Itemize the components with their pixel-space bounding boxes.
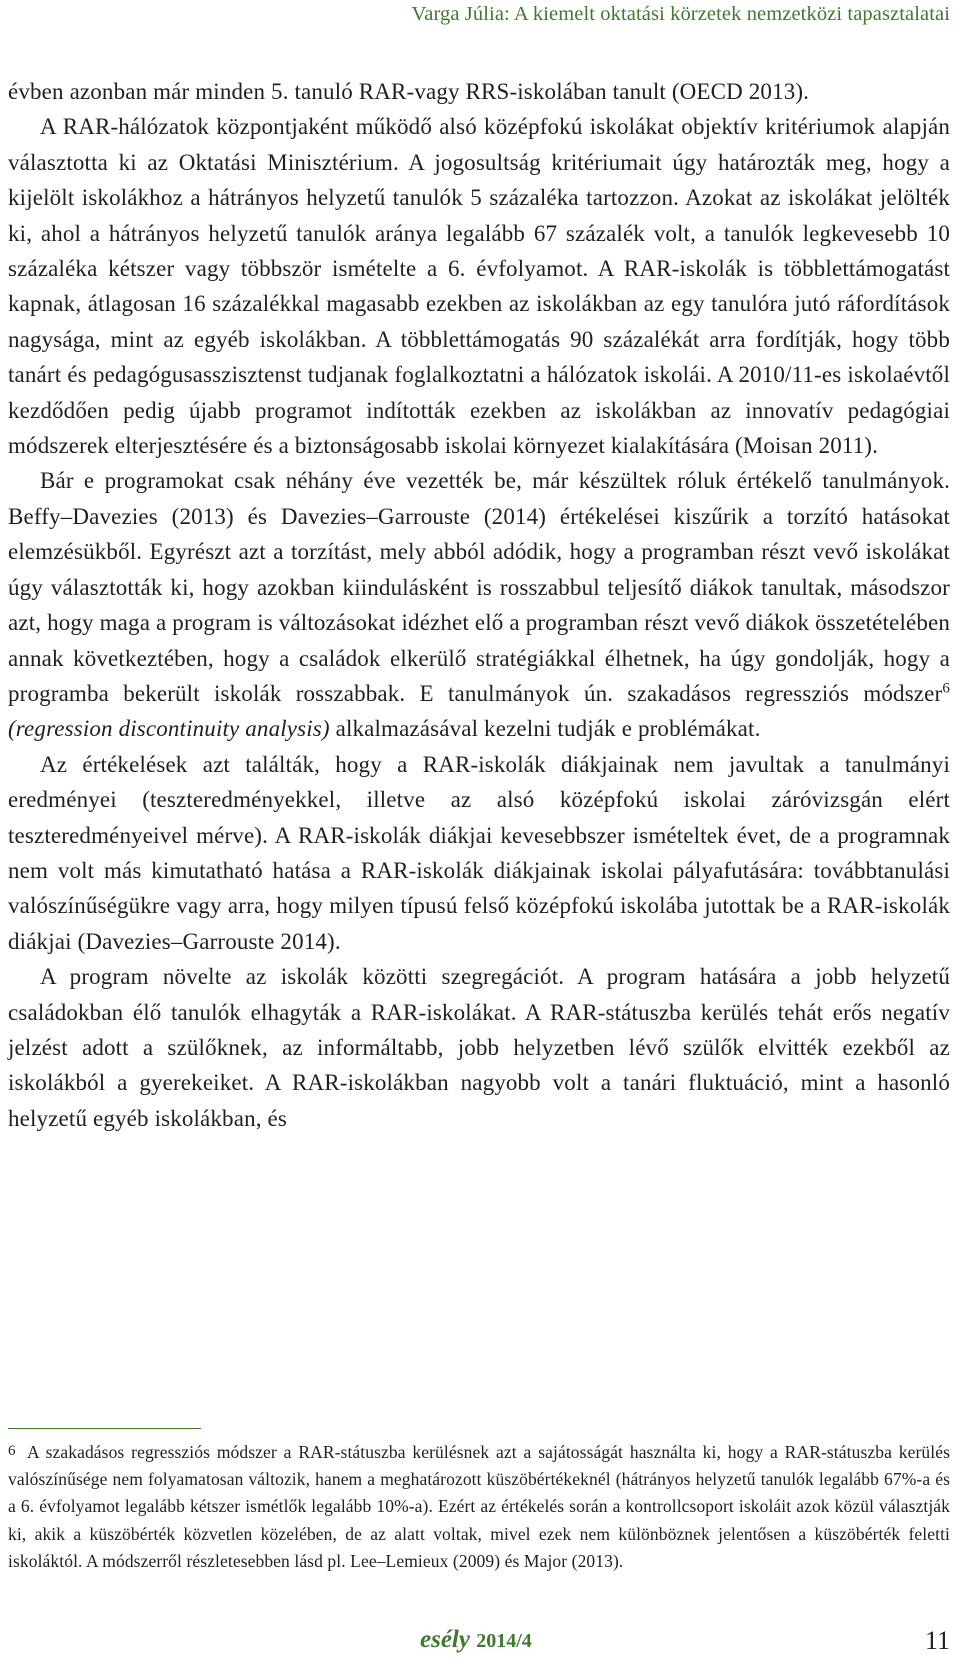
- journal-title: esély: [420, 1626, 470, 1653]
- footnote-divider: [8, 1428, 201, 1429]
- paragraph-2: A RAR-hálózatok központjaként működő alsó középfokú iskolákat objektív kritériumok alapján választotta ki az Oktatási Minisztérium. A jogosultság kritériumait úgy határozták meg, hogy a kijelölt iskolákhoz a hátrányos helyzetű tanulók 5 százaléka tartozzon. Azokat az iskolákat jelölték ki, ahol a hátrányos helyzetű tanulók aránya legalább 67 százalék volt, a tanulók legkevesebb 10 százaléka kétszer vagy többször ismételte a 6. évfolyamot. A RAR-iskolák is többlettámogatást kapnak, átlagosan 16 százalékkal magasabb ezekben az iskolákban az egy tanulóra jutó ráfordítások nagysága, mint az egyéb iskolákban. A többlettámogatás 90 százalékát arra fordítják, hogy több tanárt és pedagógusasszisztenst tudjanak foglalkoztatni a hálózatok iskolái. A 2010/11-es iskolaévtől kezdődően pedig újabb programot indították ezekben az iskolákban az innovatív pedagógiai módszerek elterjesztésére és a biztonságosabb iskolai környezet kialakítására (Moisan 2011).: [8, 114, 950, 459]
- paragraph-3-italic: (regression discontinuity analysis): [8, 716, 330, 742]
- footnote-text: A szakadásos regressziós módszer a RAR-státuszba kerülésnek azt a sajátosságát használta ki, hogy a RAR-státuszba kerülés valószínűsége nem folyamatosan változik, hanem a meghatározott küszöbértékeknél (hátrányos helyzetű tanulók legalább 67%-a és a 6. évfolyamot legalább kétszer ismétlők legalább 10%-a). Ezért az értékelés során a kontrollcsoport iskoláit azok közül választják ki, akik a küszöbérték közvetlen közelében, de az alatt voltak, mivel ezek nem különböznek jelentősen a küszöbérték feletti iskoláktól. A módszerről részletesebben lásd pl. Lee–Lemieux (2009) és Major (2013).: [8, 1442, 950, 1571]
- paragraph-5: A program növelte az iskolák közötti szegregációt. A program hatására a jobb helyzetű családokban élő tanulók elhagyták a RAR-iskolákat. A RAR-státuszba kerülés tehát erős negatív jelzést adott a szülőknek, az informáltabb, jobb helyzetben lévő szülők elvitték ezekből az iskolákból a gyerekeiket. A RAR-iskolákban nagyobb volt a tanári fluktuáció, mint a hasonló helyzetű egyéb iskolákban, és: [8, 964, 950, 1131]
- running-title: Varga Júlia: A kiemelt oktatási körzetek nemzetközi tapasztalatai: [411, 3, 950, 25]
- paragraph-3-text-end: alkalmazásával kezelni tudják e problémákat.: [329, 716, 761, 742]
- paragraph-4: Az értékelések azt találták, hogy a RAR-iskolák diákjainak nem javultak a tanulmányi eredményei (teszteredményekkel, illetve az alsó középfokú iskolai záróvizsgán elért teszteredményeivel mérve). A RAR-iskolák diákjai kevesebbszer ismételtek évet, de a programnak nem volt más kimutatható hatása a RAR-iskolák diákjainak iskolai pályafutására: továbbtanulási valószínűségükre vagy arra, hogy milyen típusú felső középfokú iskolába jutottak be a RAR-iskolák diákjai (Davezies–Garrouste 2014).: [8, 751, 950, 954]
- journal-name: [420, 1626, 532, 1654]
- journal-issue: 2014/4: [476, 1630, 532, 1652]
- paragraph-3-text: Bár e programokat csak néhány éve vezették be, már készültek róluk értékelő tanulmányok. Beffy–Davezies (2013) és Davezies–Garrouste (2014) értékelései kiszűrik a torzító hatásokat elemzésükből. Egyrészt azt a torzítást, mely abból adódik, hogy a programban részt vevő iskolákat úgy választották ki, hogy azokban kiindulásként is rosszabbul teljesítő diákok tanultak, másodszor azt, hogy maga a program is változásokat idézhet elő a programban részt vevő diákok összetételében annak következtében, hogy a családok elkerülő stratégiákkal élhetnek, ha úgy gondolják, hogy a programba bekerült iskolák rosszabbak. E tanulmányok ún. szakadásos regressziós módszer: [8, 468, 950, 706]
- footnote-number: 6: [8, 1443, 16, 1459]
- page-number: 11: [924, 1626, 950, 1655]
- running-header: [412, 3, 950, 26]
- main-text: [8, 74, 950, 1136]
- footnote-reference[interactable]: 6: [942, 680, 950, 697]
- paragraph-3: [8, 463, 950, 746]
- footnote: [8, 1438, 950, 1575]
- paragraph-1: évben azonban már minden 5. tanuló RAR-vagy RRS-iskolában tanult (OECD 2013).: [8, 79, 810, 104]
